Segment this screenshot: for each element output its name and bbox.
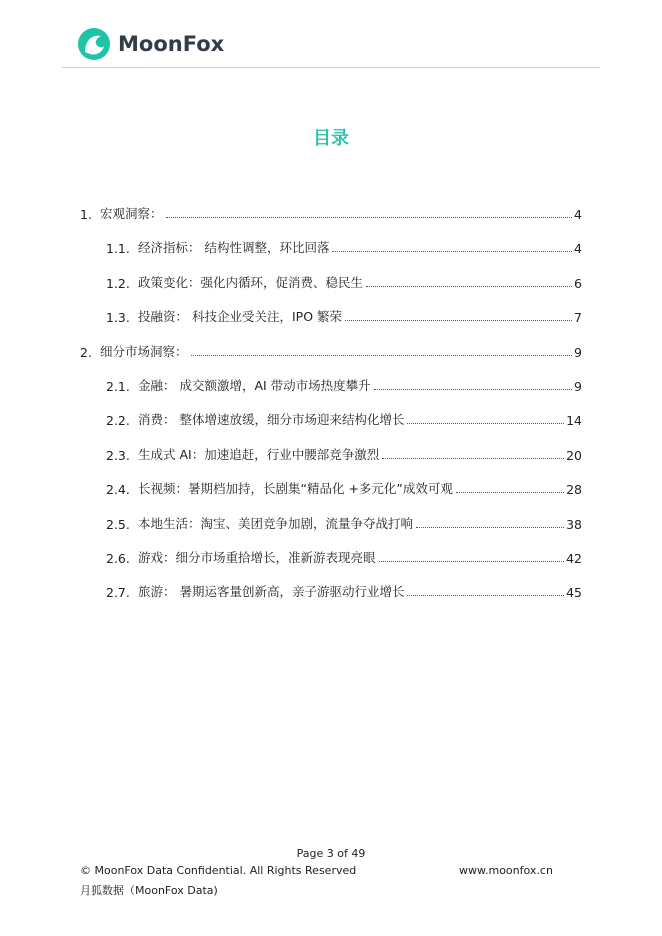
toc-entry[interactable]: [106, 370, 582, 394]
toc-entry-title: 细分市场洞察：: [100, 343, 188, 359]
toc-entry[interactable]: [80, 336, 582, 360]
toc-dot-leader: [332, 251, 572, 252]
toc-entry-number: 2.5.: [106, 516, 130, 532]
toc-entry-title: 本地生活：淘宝、美团竞争加剧，流量争夺战打响: [138, 515, 414, 531]
header-divider: [62, 67, 600, 68]
toc-entry-page: 38: [566, 516, 582, 532]
toc-entry-title: 生成式 AI：加速追赶，行业中腰部竞争激烈: [138, 446, 380, 462]
toc-entry-title: 金融： 成交额激增，AI 带动市场热度攀升: [138, 378, 371, 393]
toc-entry-number: 2.1.: [106, 379, 130, 394]
company-name: 月狐数据（MoonFox Data): [80, 884, 218, 897]
toc-entry-page: 28: [566, 482, 582, 498]
toc-entry-number: 1.1.: [106, 241, 130, 257]
toc-entry-page: 9: [574, 344, 582, 360]
toc-entry-title: 投融资： 科技企业受关注，IPO 繁荣: [138, 309, 343, 325]
page-number: Page 3 of 49: [296, 847, 366, 860]
toc-entry-page: 6: [574, 275, 582, 291]
toc-dot-leader: [374, 389, 572, 390]
header: [76, 24, 224, 64]
toc-entry-number: 2.7.: [106, 585, 130, 601]
toc-entry[interactable]: [106, 404, 582, 428]
page-title: 目录: [313, 128, 349, 149]
toc-entry[interactable]: [106, 473, 582, 497]
toc-dot-leader: [382, 458, 564, 459]
toc-entry[interactable]: [106, 439, 582, 463]
toc-entry-title: 宏观洞察：: [100, 206, 163, 221]
toc-entry-title: 游戏：细分市场重拾增长，准新游表现亮眼: [138, 550, 376, 565]
toc-dot-leader: [191, 355, 573, 356]
toc-entry-page: 4: [574, 207, 582, 222]
website-link[interactable]: www.moonfox.cn: [459, 864, 553, 877]
toc-dot-leader: [407, 595, 564, 596]
toc-entry-title: 政策变化：强化内循环，促消费、稳民生: [138, 274, 364, 290]
brand-name: MoonFox: [118, 32, 225, 56]
toc-entry[interactable]: [106, 267, 582, 291]
toc-entry-page: 7: [574, 310, 582, 326]
toc-entry[interactable]: [106, 542, 582, 566]
toc-entry-page: 9: [574, 379, 582, 394]
toc-entry[interactable]: [106, 232, 582, 256]
moonfox-logo-icon: [76, 26, 112, 62]
toc-entry-number: 2.4.: [106, 482, 130, 498]
toc-dot-leader: [456, 492, 564, 493]
toc-entry[interactable]: [106, 576, 582, 600]
toc-dot-leader: [416, 527, 564, 528]
toc-entry-number: 1.2.: [106, 275, 130, 291]
toc-entry-page: 45: [566, 585, 582, 601]
toc-dot-leader: [379, 561, 565, 562]
toc-dot-leader: [345, 320, 572, 321]
toc-entry-number: 1.3.: [106, 310, 130, 326]
toc-entry-page: 4: [574, 241, 582, 257]
toc-entry-title: 长视频：暑期档加持，长剧集“精品化 +多元化”成效可观: [138, 481, 453, 497]
toc-entry-title: 旅游： 暑期运客量创新高，亲子游驱动行业增长: [138, 584, 405, 600]
toc-entry-title: 经济指标： 结构性调整，环比回落: [138, 240, 330, 256]
toc-dot-leader: [366, 286, 572, 287]
toc-entry[interactable]: [106, 508, 582, 532]
toc-entry-page: 20: [566, 447, 582, 463]
toc-entry-number: 2.2.: [106, 413, 130, 429]
copyright-notice: © MoonFox Data Confidential. All Rights Reserved: [80, 864, 357, 877]
toc-dot-leader: [166, 217, 573, 218]
toc-entry[interactable]: [80, 198, 582, 222]
toc-entry-number: 2.6.: [106, 551, 130, 566]
toc-entry-number: 1.: [80, 207, 92, 222]
toc-entry-page: 42: [566, 551, 582, 566]
toc-dot-leader: [407, 423, 564, 424]
toc-entry-number: 2.3.: [106, 447, 130, 463]
toc-entry-title: 消费： 整体增速放缓，细分市场迎来结构化增长: [138, 412, 405, 428]
toc-entry[interactable]: [106, 301, 582, 325]
toc-entry-page: 14: [566, 413, 582, 429]
toc-entry-number: 2.: [80, 344, 92, 360]
